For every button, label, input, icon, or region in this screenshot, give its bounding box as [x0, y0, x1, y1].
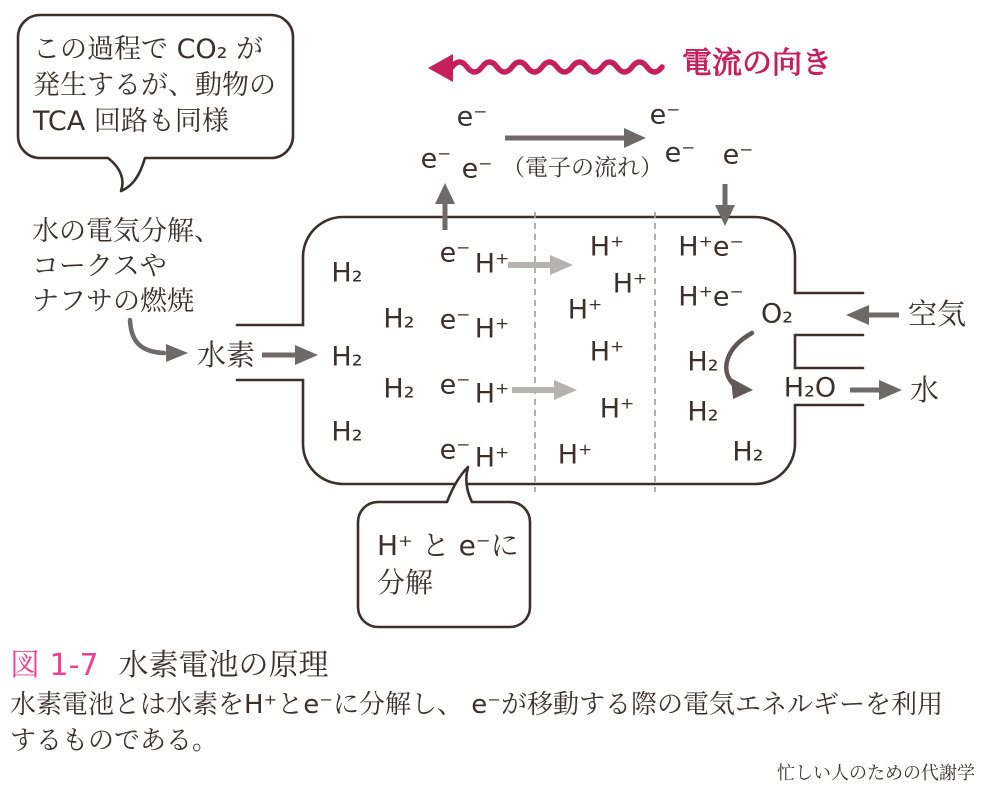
figure-number: 図 1-7 — [10, 648, 99, 683]
electron-up-arrow — [435, 183, 455, 230]
electron-label: e⁻ — [649, 99, 681, 131]
molecule-label: H₂ — [331, 257, 363, 289]
molecule-label: H₂ — [687, 396, 719, 428]
cell-outline — [303, 217, 795, 484]
proton-label: H⁺ — [612, 268, 648, 300]
description-line: 水素電池とは水素をH⁺とe⁻に分解し、 e⁻が移動する際の電気エネルギーを利用 — [10, 690, 943, 720]
description-line: するものである。 — [10, 726, 219, 756]
hydrogen-in-label: 水素 — [197, 338, 256, 372]
electron-label: e⁻ — [461, 153, 493, 185]
electron-label: e⁻ — [420, 143, 452, 175]
membrane-dashed-lines — [535, 212, 655, 492]
electron-label: e⁻ — [439, 434, 471, 466]
electron-down-arrow — [715, 184, 735, 226]
source-line: ナフサの燃焼 — [32, 286, 194, 317]
proton-label: H⁺ — [474, 442, 510, 474]
proton-label: H⁺ — [474, 378, 510, 410]
callout-line: TCA 回路も同様 — [33, 106, 229, 137]
electron-label: e⁻ — [439, 304, 471, 336]
source-to-hydrogen-arrow — [130, 320, 188, 362]
proton-label: H⁺ — [589, 336, 625, 368]
callout-line: H⁺ と e⁻に — [377, 529, 519, 562]
molecule-label: H₂ — [732, 436, 764, 468]
water-molecule-label: H₂O — [783, 372, 837, 404]
oxygen-label: O₂ — [760, 298, 794, 330]
molecule-label: H₂ — [331, 416, 363, 448]
reaction-arrow — [726, 333, 753, 399]
electron-flow-arrow — [505, 128, 646, 148]
proton-label: H⁺ — [589, 231, 625, 263]
electron-flow-label: （電子の流れ） — [502, 155, 663, 181]
figure-title: 水素電池の原理 — [118, 648, 329, 683]
proton-label: H⁺ — [599, 393, 635, 425]
callout-line: 発生するが、動物の — [33, 70, 276, 101]
figure-description — [10, 687, 943, 759]
water-outlet-arrow — [850, 380, 902, 400]
current-direction-label: 電流の向き — [682, 46, 832, 81]
callout-line: 分解 — [377, 566, 434, 599]
molecule-label: H₂ — [331, 341, 363, 373]
book-credit: 忙しい人のための代謝学 — [777, 763, 975, 784]
source-line: コークスや — [32, 251, 167, 282]
molecule-label: H₂ — [383, 373, 415, 405]
callout-line: この過程で CO₂ が — [33, 34, 264, 65]
electron-label: e⁻ — [439, 369, 471, 401]
proton-label: H⁺ — [557, 439, 593, 471]
source-line: 水の電気分解、 — [32, 216, 221, 247]
proton-label: H⁺ — [474, 248, 510, 280]
air-in-label: 空気 — [908, 297, 967, 331]
proton-electron-label: H⁺e⁻ — [678, 281, 744, 313]
electron-label: e⁻ — [439, 237, 471, 269]
molecule-label: H₂ — [687, 346, 719, 378]
proton-cross-arrow — [512, 380, 577, 400]
air-inlet-arrow — [846, 305, 899, 325]
figure-caption — [10, 640, 329, 684]
proton-label: H⁺ — [474, 313, 510, 345]
proton-cross-arrow — [508, 255, 573, 275]
hydrogen-source-text — [32, 214, 221, 319]
current-direction-arrow — [428, 54, 662, 82]
electron-label: e⁻ — [664, 137, 696, 169]
proton-electron-label: H⁺e⁻ — [678, 231, 744, 263]
molecule-label: H₂ — [383, 303, 415, 335]
hydrogen-inlet-arrow — [262, 345, 318, 365]
decompose-callout-text — [377, 527, 519, 601]
electron-label: e⁻ — [722, 139, 754, 171]
co2-callout-text — [33, 32, 276, 140]
electron-label: e⁻ — [456, 101, 488, 133]
proton-label: H⁺ — [567, 294, 603, 326]
water-out-label: 水 — [910, 373, 940, 407]
